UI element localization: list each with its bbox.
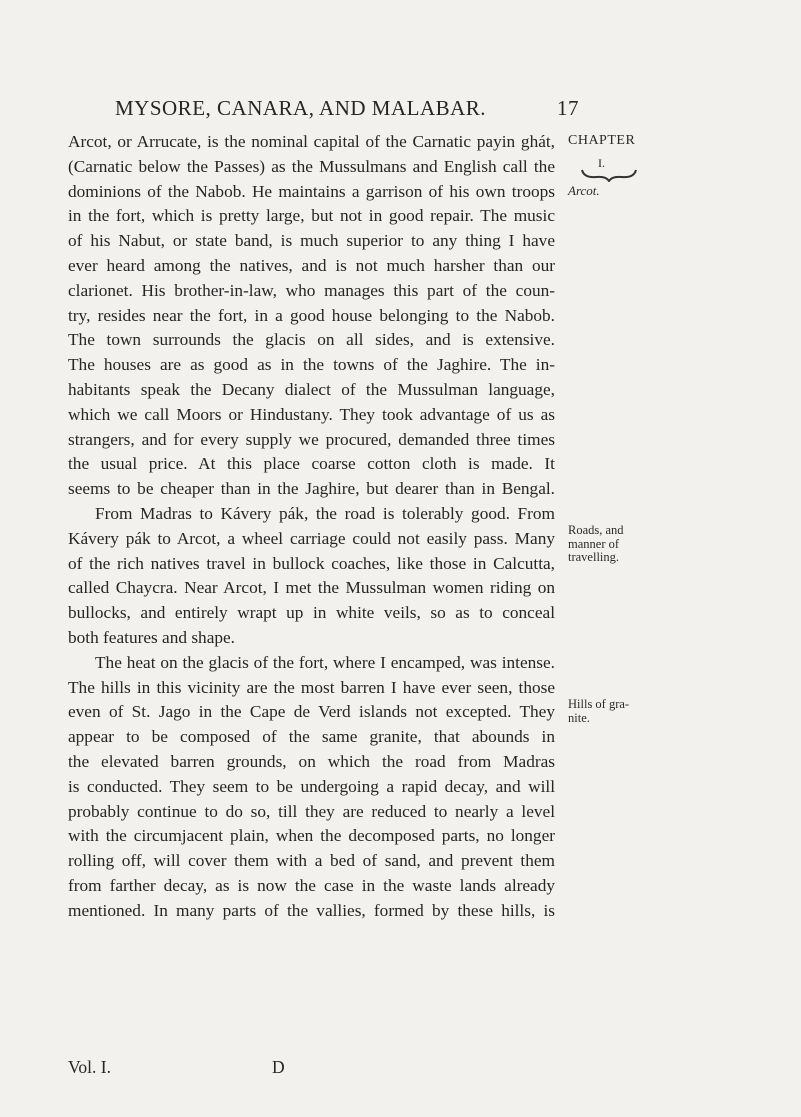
text-line: the usual price. At this place coarse cotton cloth is made. It (68, 454, 555, 474)
page-header-title: MYSORE, CANARA, AND MALABAR. (115, 96, 487, 120)
margin-note-arcot: Arcot. (568, 183, 600, 198)
text-line: in the fort, which is pretty large, but not in good repair. The music (68, 206, 555, 226)
signature-mark: D (272, 1057, 285, 1077)
text-line: of his Nabut, or state band, is much superior to any thing I have (68, 231, 555, 251)
text-line: is conducted. They seem to be undergoing a rapid decay, and will (68, 776, 555, 796)
margin-note-roads: Roads, and manner of travelling. (568, 523, 624, 564)
text-line: From Madras to Kávery pák, the road is tolerably good. From (95, 503, 555, 523)
text-line: The heat on the glacis of the fort, where I encamped, was intense. (95, 652, 555, 672)
text-line: The hills in this vicinity are the most barren I have ever seen, those (68, 677, 555, 697)
text-line: called Chaycra. Near Arcot, I met the Mussulman women riding on (68, 578, 555, 598)
body-text (68, 130, 555, 924)
chapter-label: CHAPTER (568, 133, 636, 148)
text-line: Arcot, or Arrucate, is the nominal capital of the Carnatic payin ghát, (68, 132, 555, 151)
text-line: seems to be cheaper than in the Jaghire, but dearer than in Bengal. (68, 479, 555, 499)
text-line: probably continue to do so, till they are reduced to nearly a level (68, 801, 555, 821)
chapter-number: I. (598, 156, 605, 170)
text-line: The houses are as good as in the towns of the Jaghire. The in- (68, 355, 555, 375)
text-line: which we call Moors or Hindustany. They took advantage of us as (68, 404, 555, 424)
text-line: with the circumjacent plain, when the decomposed parts, no longer (68, 826, 555, 846)
text-line: the elevated barren grounds, on which the road from Madras (68, 751, 555, 771)
text-line: mentioned. In many parts of the vallies, formed by these hills, is (68, 900, 555, 920)
text-line: both features and shape. (68, 627, 235, 647)
page-footer (68, 1057, 285, 1078)
text-line: dominions of the Nabob. He maintains a garrison of his own troops (68, 181, 555, 201)
text-line: of the rich natives travel in bullock coaches, like those in Calcutta, (68, 553, 555, 573)
page-number: 17 (557, 96, 579, 120)
text-line: try, resides near the fort, in a good house belonging to the Nabob. (68, 305, 555, 325)
text-line: rolling off, will cover them with a bed of sand, and prevent them (68, 851, 555, 871)
margin-note-hills: Hills of gra-nite. (568, 697, 630, 725)
text-line: even of St. Jago in the Cape de Verd islands not excepted. They (68, 702, 555, 722)
text-line: clarionet. His brother-in-law, who manages this part of the coun- (68, 280, 555, 300)
volume-label: Vol. I. (68, 1057, 111, 1077)
text-line: appear to be composed of the same granite, that abounds in (68, 727, 555, 747)
running-header (115, 96, 579, 126)
text-line: Kávery pák to Arcot, a wheel carriage could not easily pass. Many (68, 528, 555, 548)
text-line: from farther decay, as is now the case in the waste lands already (68, 875, 555, 895)
text-line: habitants speak the Decany dialect of the Mussulman language, (68, 379, 555, 399)
text-line: bullocks, and entirely wrapt up in white veils, so as to conceal (68, 603, 555, 623)
text-line: ever heard among the natives, and is not much harsher than our (68, 255, 555, 275)
text-line: (Carnatic below the Passes) as the Mussulmans and English call the (68, 156, 555, 176)
text-line: strangers, and for every supply we procured, demanded three times (68, 429, 555, 449)
text-line: The town surrounds the glacis on all sides, and is extensive. (68, 330, 555, 350)
brace-ornament-icon (580, 166, 638, 182)
